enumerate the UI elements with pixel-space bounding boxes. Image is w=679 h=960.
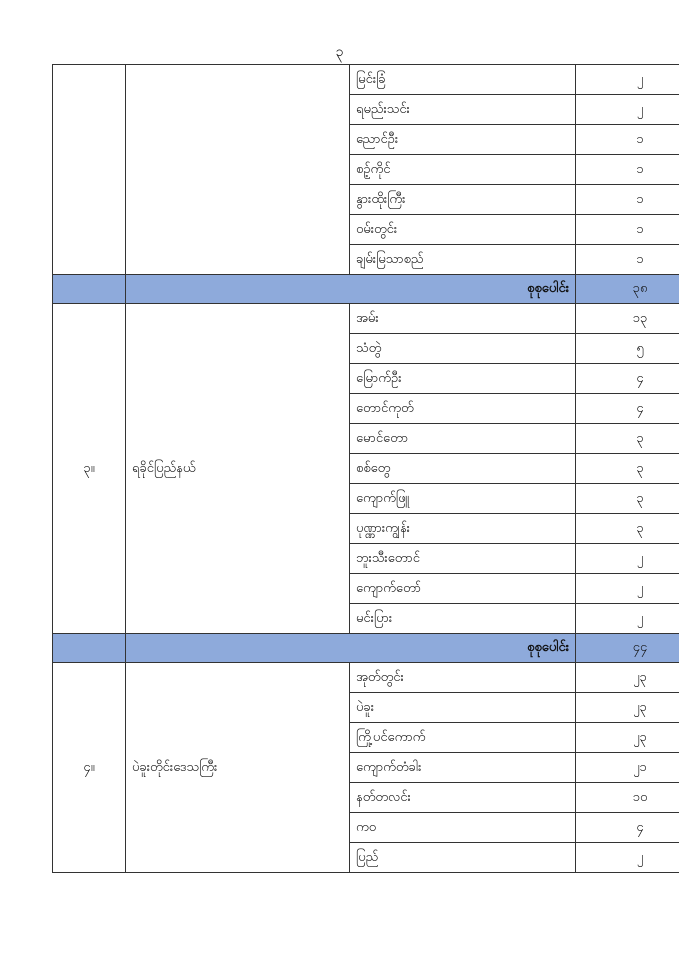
page-number: ၃ [335,44,344,60]
township-name-cell: ပြည် [350,843,576,873]
table-row [53,65,679,95]
township-name-cell: ကျောက်တော် [350,574,576,604]
township-name-cell: မင်းပြား [350,604,576,634]
subtotal-value: ၄၄ [576,634,679,663]
township-name-cell: အုတ်တွင်း [350,663,576,693]
subtotal-row [53,275,679,304]
count-cell: ၁၃ [576,304,679,334]
township-name-cell: ရမည်းသင်း [350,95,576,125]
township-name-cell: သံတွဲ [350,334,576,364]
township-name-cell: စဥ့်ကိုင် [350,155,576,185]
township-name-cell: ကြို့ပင်ကောက် [350,723,576,753]
township-name-cell: ပုဏ္ဏားကျွန်း [350,514,576,544]
region-name-cell [126,65,350,275]
region-name-cell: ပဲခူးတိုင်းဒေသကြီး [126,663,350,873]
count-cell: ၁ [576,245,679,275]
count-cell: ၁၀ [576,783,679,813]
township-name-cell: မောင်တော [350,424,576,454]
count-cell: ၂ [576,843,679,873]
count-cell: ၁ [576,125,679,155]
table-row [53,663,679,693]
count-cell: ၄ [576,394,679,424]
township-name-cell: ပဲခူး [350,693,576,723]
count-cell: ၂ [576,604,679,634]
table-body [53,65,679,873]
township-name-cell: ချမ်းမြသာစည် [350,245,576,275]
township-name-cell: ဝမ်းတွင်း [350,215,576,245]
township-name-cell: မြောက်ဦး [350,364,576,394]
township-name-cell: နွားထိုးကြီး [350,185,576,215]
count-cell: ၅ [576,334,679,364]
count-cell: ၃ [576,424,679,454]
count-cell: ၂၁ [576,753,679,783]
township-name-cell: ညောင်ဦး [350,125,576,155]
count-cell: ၂၃ [576,663,679,693]
township-count-table [52,64,679,873]
township-name-cell: ဘူးသီးတောင် [350,544,576,574]
township-name-cell: ကျောက်ဖြူ [350,484,576,514]
count-cell: ၂ [576,95,679,125]
subtotal-value: ၃၈ [576,275,679,304]
section-number-cell [53,65,126,275]
subtotal-row [53,634,679,663]
subtotal-blank-cell [53,275,126,304]
township-name-cell: မြင်းခြံ [350,65,576,95]
section-number-cell: ၄။ [53,663,126,873]
section-number-cell: ၃။ [53,304,126,634]
subtotal-label: စုစုပေါင်း [126,275,576,304]
count-cell: ၂၃ [576,723,679,753]
subtotal-blank-cell [53,634,126,663]
count-cell: ၄ [576,364,679,394]
subtotal-label: စုစုပေါင်း [126,634,576,663]
count-cell: ၁ [576,215,679,245]
count-cell: ၄ [576,813,679,843]
township-name-cell: ကဝ [350,813,576,843]
region-name-cell: ရခိုင်ပြည်နယ် [126,304,350,634]
count-cell: ၂ [576,544,679,574]
township-name-cell: အမ်း [350,304,576,334]
count-cell: ၁ [576,155,679,185]
township-name-cell: စစ်တွေ [350,454,576,484]
count-cell: ၃ [576,484,679,514]
township-name-cell: နတ်တလင်း [350,783,576,813]
table-row [53,304,679,334]
count-cell: ၃ [576,514,679,544]
count-cell: ၂၃ [576,693,679,723]
count-cell: ၂ [576,65,679,95]
township-name-cell: တောင်ကုတ် [350,394,576,424]
township-name-cell: ကျောက်တံခါး [350,753,576,783]
count-cell: ၁ [576,185,679,215]
count-cell: ၂ [576,574,679,604]
count-cell: ၃ [576,454,679,484]
